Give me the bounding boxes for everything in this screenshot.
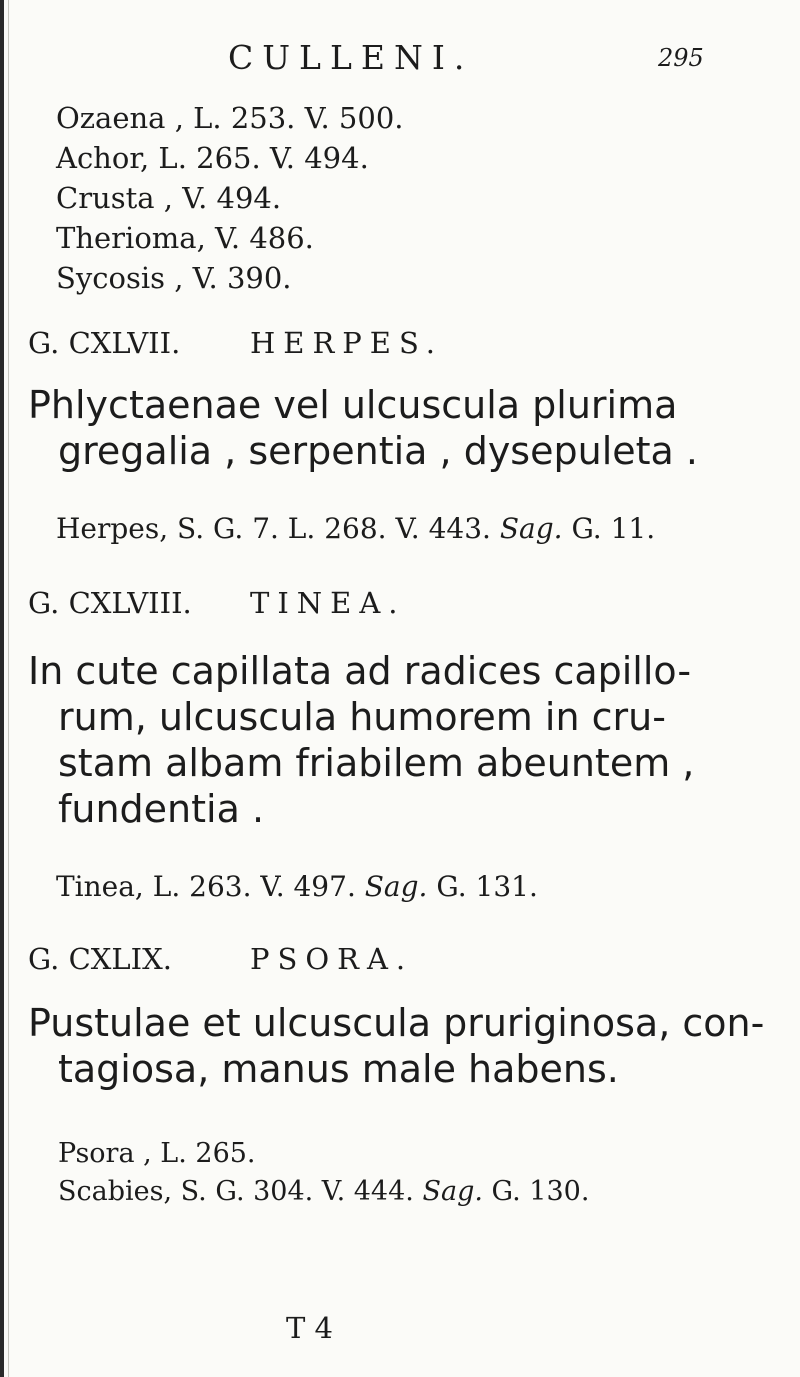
reference-main: Herpes, S. G. 7. L. 268. V. 443. (56, 512, 491, 545)
reference-main: Tinea, L. 263. V. 497. (56, 870, 356, 903)
reference-line (56, 870, 538, 903)
synonym-line: Achor, L. 265. V. 494. (56, 141, 369, 175)
definition-line: Phlyctaenae vel ulcuscula plurima (28, 383, 678, 427)
page-number: 295 (658, 44, 704, 72)
genus-number: G. CXLVII. (28, 326, 181, 360)
definition-line: stam albam friabilem abeuntem , (58, 741, 695, 785)
reference-main: Scabies, S. G. 304. V. 444. (58, 1176, 414, 1207)
reference-line (58, 1176, 589, 1207)
synonym-line: Ozaena , L. 253. V. 500. (56, 101, 404, 135)
running-head: CULLENI. (228, 38, 474, 77)
reference-tail: G. 131. (436, 870, 538, 903)
definition-line: Pustulae et ulcuscula pruriginosa, con- (28, 1001, 765, 1045)
synonym-line: Sycosis , V. 390. (56, 261, 292, 295)
genus-heading (28, 942, 413, 976)
genus-number: G. CXLVIII. (28, 586, 192, 620)
synonym-line: Therioma, V. 486. (56, 221, 314, 255)
reference-sag: Sag. (499, 512, 563, 545)
genus-definition (28, 382, 698, 474)
reference-tail: G. 130. (491, 1176, 590, 1207)
genus-definition (28, 648, 694, 832)
genus-name: TINEA. (250, 586, 406, 620)
reference-tail: G. 11. (571, 512, 656, 545)
reference-line (56, 512, 655, 545)
reference-sag: Sag. (422, 1176, 483, 1207)
definition-line: tagiosa, manus male habens. (58, 1047, 619, 1091)
definition-line: gregalia , serpentia , dysepuleta . (58, 429, 698, 473)
definition-line: rum, ulcuscula humorem in cru- (58, 695, 666, 739)
page-edge-line (8, 0, 9, 1377)
definition-line: In cute capillata ad radices capillo- (28, 649, 692, 693)
genus-heading (28, 586, 406, 620)
synonym-line: Crusta , V. 494. (56, 181, 282, 215)
genus-definition (28, 1000, 764, 1092)
genus-name: HERPES. (250, 326, 444, 360)
reference-sag: Sag. (364, 870, 428, 903)
page-edge (0, 0, 4, 1377)
genus-heading (28, 326, 443, 360)
reference-line: Psora , L. 265. (58, 1138, 256, 1169)
genus-number: G. CXLIX. (28, 942, 172, 976)
genus-name: PSORA. (250, 942, 414, 976)
signature-mark: T 4 (286, 1311, 334, 1345)
definition-line: fundentia . (58, 787, 265, 831)
